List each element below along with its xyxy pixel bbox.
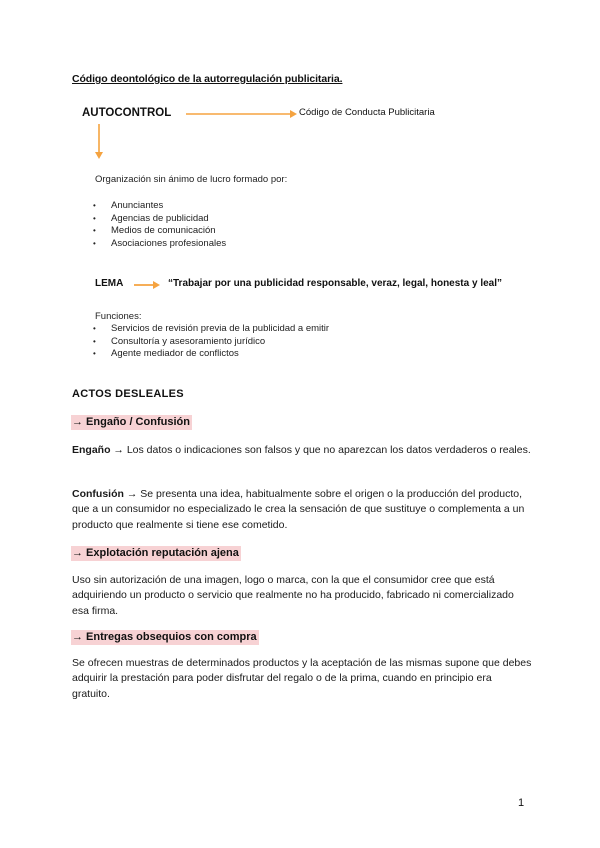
arrow-right-icon	[134, 280, 160, 290]
arrow-right-icon	[186, 109, 298, 119]
list-item: • Anunciantes	[93, 200, 226, 213]
paragraph-obsequios: Se ofrecen muestras de determinados productos y la aceptación de las mismas supone que debes adquirir la prestación para poder disfrutar del regalo o de la prima, cuando en principio era gratuito.	[72, 657, 532, 700]
members-list	[93, 200, 226, 250]
list-item: • Agencias de publicidad	[93, 213, 226, 226]
list-item: • Asociaciones profesionales	[93, 238, 226, 251]
list-item: • Servicios de revisión previa de la publicidad a emitir	[93, 323, 329, 336]
functions-label: Funciones:	[95, 311, 142, 322]
term-engano: Engaño	[72, 444, 111, 456]
page-number: 1	[518, 797, 525, 809]
autocontrol-label: AUTOCONTROL	[82, 107, 172, 119]
list-item: • Consultoría y asesoramiento jurídico	[93, 336, 329, 349]
codigo-conducta-label: Código de Conducta Publicitaria	[299, 107, 435, 118]
arrow-down-icon	[94, 124, 104, 160]
organization-intro: Organización sin ánimo de lucro formado por:	[95, 174, 288, 185]
document-title: Código deontológico de la autorregulación publicitaria.	[72, 73, 343, 85]
functions-list	[93, 323, 329, 361]
paragraph-engano	[72, 443, 532, 458]
list-item: • Medios de comunicación	[93, 225, 226, 238]
confusion-text: → Se presenta una idea, habitualmente sobre el origen o la producción del producto, que a un consumidor no especializado le crea la sensación de que sustituye o complementa a un producto que realmente si tiene ese cometido.	[72, 488, 525, 531]
list-item: • Agente mediador de conflictos	[93, 348, 329, 361]
lema-label: LEMA	[95, 278, 124, 289]
section-title: ACTOS DESLEALES	[72, 388, 184, 400]
lema-text: “Trabajar por una publicidad responsable, veraz, legal, honesta y leal”	[168, 278, 502, 289]
heading-explotacion: → Explotación reputación ajena	[72, 547, 239, 559]
paragraph-explotacion: Uso sin autorización de una imagen, logo o marca, con la que el consumidor cree que está adquiriendo un producto o servicio que realmente no ha producido, fabricado ni comercializado esa firma.	[72, 574, 514, 617]
term-confusion: Confusión	[72, 488, 124, 500]
heading-engano-confusion: → Engaño / Confusión	[72, 416, 190, 428]
engano-text: → Los datos o indicaciones son falsos y que no aparezcan los datos verdaderos o reales.	[110, 444, 531, 456]
autocontrol-diagram	[82, 100, 522, 370]
paragraph-confusion	[72, 487, 532, 533]
heading-obsequios: → Entregas obsequios con compra	[72, 631, 257, 643]
